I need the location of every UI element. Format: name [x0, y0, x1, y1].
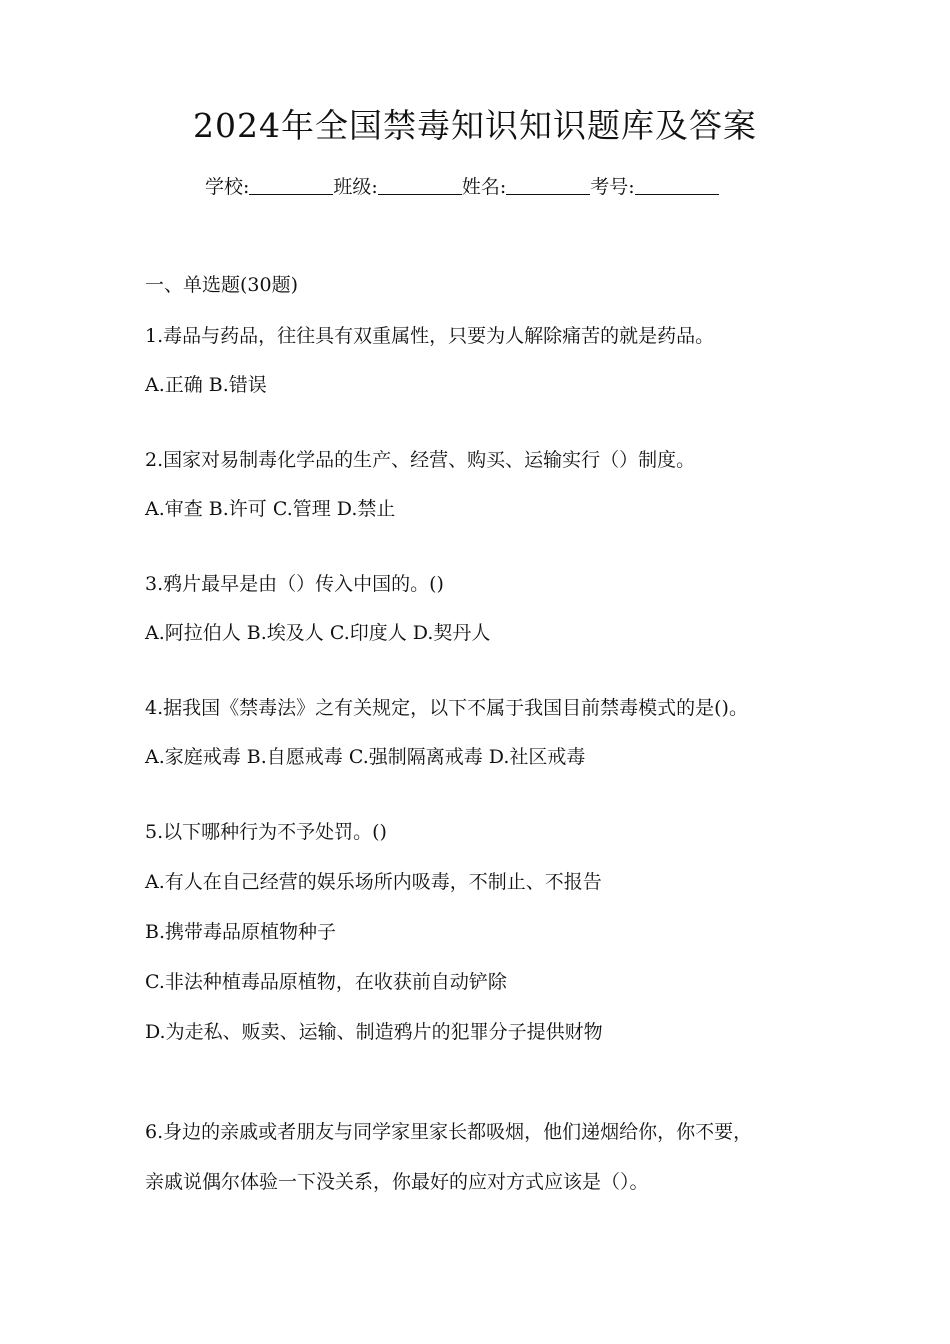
- info-label: 班级:: [333, 176, 378, 198]
- blank-line: [249, 174, 333, 195]
- question-option-5b: B.携带毒品原植物种子: [145, 921, 337, 943]
- student-info-line: [205, 172, 719, 202]
- question-stem-2: 2.国家对易制毒化学品的生产、经营、购买、运输实行（）制度。: [145, 449, 696, 471]
- info-field-exam-number: [590, 172, 718, 202]
- question-option-5d: D.为走私、贩卖、运输、制造鸦片的犯罪分子提供财物: [145, 1021, 603, 1043]
- question-options-3: A.阿拉伯人 B.埃及人 C.印度人 D.契丹人: [145, 622, 491, 644]
- info-field-school: [205, 172, 333, 202]
- info-field-class: [333, 172, 461, 202]
- info-field-name: [462, 172, 590, 202]
- question-stem-5: 5.以下哪种行为不予处罚。(): [145, 821, 387, 843]
- document-title: 2024年全国禁毒知识知识题库及答案: [193, 106, 757, 145]
- info-label: 姓名:: [461, 176, 507, 198]
- question-stem-6-line-2: 亲戚说偶尔体验一下没关系，你最好的应对方式应该是（）。: [145, 1171, 649, 1193]
- question-option-5c: C.非法种植毒品原植物，在收获前自动铲除: [145, 971, 507, 993]
- question-stem-4: 4.据我国《禁毒法》之有关规定，以下不属于我国目前禁毒模式的是()。: [145, 697, 748, 719]
- question-options-2: A.审查 B.许可 C.管理 D.禁止: [145, 498, 396, 520]
- question-stem-6-line-1: 6.身边的亲戚或者朋友与同学家里家长都吸烟，他们递烟给你，你不要，: [145, 1121, 753, 1143]
- blank-line: [506, 174, 590, 195]
- info-label: 学校:: [205, 176, 250, 198]
- question-stem-3: 3.鸦片最早是由（）传入中国的。(): [145, 573, 444, 595]
- info-label: 考号:: [590, 176, 635, 198]
- blank-line: [378, 174, 462, 195]
- section-title: 一、单选题(30题): [145, 274, 299, 296]
- question-option-5a: A.有人在自己经营的娱乐场所内吸毒，不制止、不报告: [145, 871, 602, 893]
- question-options-4: A.家庭戒毒 B.自愿戒毒 C.强制隔离戒毒 D.社区戒毒: [145, 746, 586, 768]
- blank-line: [635, 174, 719, 195]
- question-stem-1: 1.毒品与药品，往往具有双重属性，只要为人解除痛苦的就是药品。: [145, 325, 715, 347]
- question-options-1: A.正确 B.错误: [145, 374, 267, 396]
